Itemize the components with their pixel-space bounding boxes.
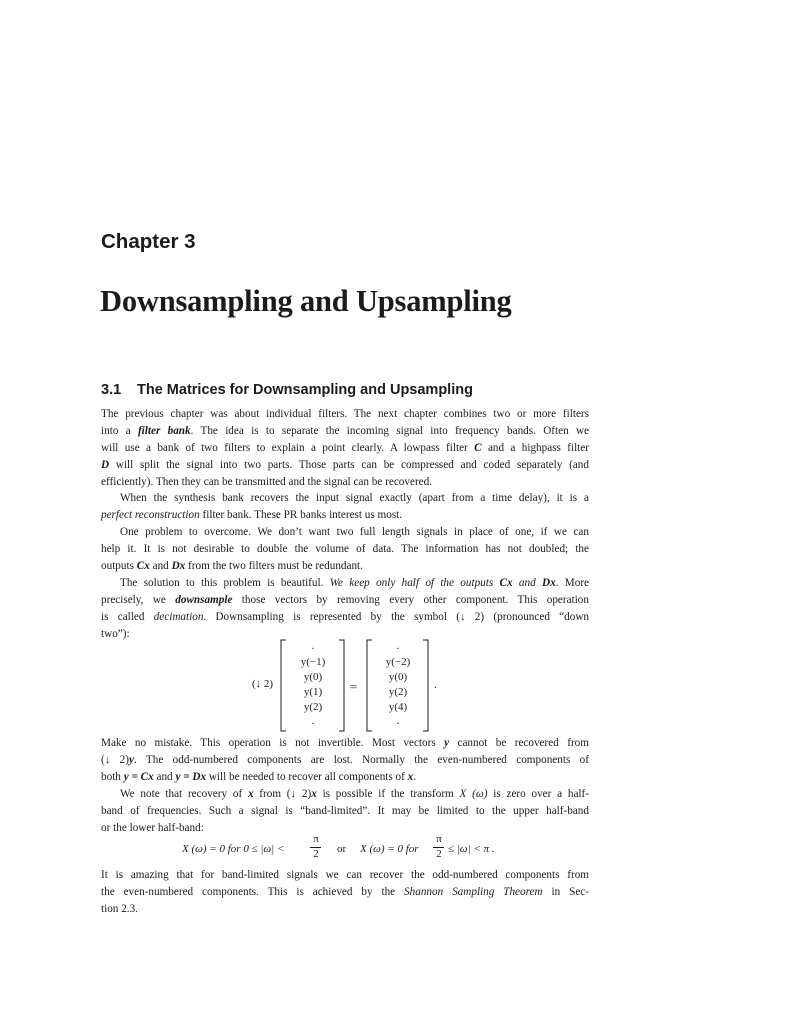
paragraph-1-line-4 bbox=[101, 457, 589, 474]
text-run: filter bank. These PR banks interest us most. bbox=[199, 509, 403, 521]
text-run: and bbox=[149, 560, 172, 572]
text-run: The solution to this problem is beautiful. bbox=[120, 577, 330, 589]
paragraph-3-line-1: One problem to overcome. We don’t want two full length signals in place of one, if we can bbox=[120, 526, 589, 538]
term-shannon-sampling-theorem: Shannon Sampling Theorem bbox=[404, 886, 543, 898]
symbol-C: C bbox=[474, 442, 482, 454]
paragraph-2-line-2 bbox=[101, 507, 589, 524]
text-run: is possible if the transform bbox=[316, 788, 460, 800]
symbol-x: x bbox=[311, 788, 317, 800]
left-entry: y(0) bbox=[303, 671, 323, 683]
text-run: is zero over a half- bbox=[487, 788, 589, 800]
emphasis-text: We keep only half of the outputs bbox=[329, 577, 500, 589]
fraction-pi-over-2 bbox=[309, 833, 323, 860]
paragraph-6-line-2: band of frequencies. Such a signal is “band-limited”. It may be limited to the upper half-band bbox=[101, 805, 589, 817]
left-entry: y(2) bbox=[303, 701, 323, 713]
equation-right-part-a: X (ω) = 0 for bbox=[360, 843, 419, 855]
symbol-y: y bbox=[444, 737, 450, 749]
paragraph-7-line-1: It is amazing that for band-limited signals we can recover the odd-numbered components from bbox=[101, 869, 589, 881]
right-entry: y(2) bbox=[388, 686, 408, 698]
left-entry-dots-top: . bbox=[311, 640, 315, 652]
symbol-Dx: Dx bbox=[542, 577, 556, 589]
equation-period: . bbox=[434, 679, 437, 691]
text-run: (↓ 2) bbox=[101, 754, 129, 766]
fraction-bar bbox=[433, 847, 444, 848]
right-entry-dots-bottom: . bbox=[396, 715, 400, 727]
equation-right-part-b: ≤ |ω| < π . bbox=[448, 843, 495, 855]
fraction-pi-over-2 bbox=[432, 833, 446, 860]
chapter-title: Downsampling and Upsampling bbox=[100, 284, 512, 318]
term-filter-bank: filter bank bbox=[137, 425, 191, 437]
text-run: outputs bbox=[101, 560, 137, 572]
text-run: and bbox=[512, 577, 542, 589]
symbol-Dx: Dx bbox=[171, 560, 186, 572]
term-decimation: decimation bbox=[153, 611, 204, 623]
term-perfect-reconstruction: perfect reconstruction bbox=[101, 509, 200, 521]
symbol-Cx: Cx bbox=[136, 560, 150, 572]
text-run: from (↓ 2) bbox=[253, 788, 312, 800]
equation-y-Dx: y = Dx bbox=[175, 771, 207, 783]
paragraph-6-line-3: or the lower half-band: bbox=[101, 822, 204, 834]
left-entry: y(−1) bbox=[300, 656, 326, 668]
text-run: from the two filters must be redundant. bbox=[185, 560, 363, 572]
text-run: . More bbox=[555, 577, 590, 589]
paragraph-5-line-2 bbox=[101, 752, 589, 769]
symbol-D: D bbox=[101, 459, 110, 471]
text-run: precisely, we bbox=[101, 594, 176, 606]
text-run: . The odd-numbered components are lost. Normally the even-numbered components of bbox=[133, 754, 589, 766]
right-entry: y(0) bbox=[388, 671, 408, 683]
text-run: will split the signal into two parts. Those parts can be compressed and coded separately (and bbox=[109, 459, 589, 471]
paragraph-3-line-2: help it. It is not desirable to double the volume of data. The information has not doubled; the bbox=[101, 543, 589, 555]
paragraph-7-line-2 bbox=[101, 884, 589, 901]
text-run: and bbox=[153, 771, 176, 783]
text-run: Make no mistake. This operation is not invertible. Most vectors bbox=[101, 737, 445, 749]
paragraph-4-line-2 bbox=[101, 592, 589, 609]
paragraph-4-line-3 bbox=[101, 609, 589, 626]
text-run: into a bbox=[101, 425, 138, 437]
right-entry: y(4) bbox=[388, 701, 408, 713]
text-run: both bbox=[101, 771, 124, 783]
left-entry-dots-bottom: . bbox=[311, 715, 315, 727]
text-run: . Downsampling is represented by the symbol (↓ 2) (pronounced “down bbox=[203, 611, 590, 623]
term-downsample: downsample bbox=[175, 594, 233, 606]
text-run: . The idea is to separate the incoming signal into frequency bands. Often we bbox=[190, 425, 590, 437]
paragraph-7-line-3: tion 2.3. bbox=[101, 903, 138, 915]
text-run: will use a bank of two filters to explain a point clearly. A lowpass filter bbox=[101, 442, 475, 454]
downsample-operator: (↓ 2) bbox=[252, 678, 274, 690]
paragraph-4-line-1 bbox=[120, 575, 589, 592]
fraction-bar bbox=[310, 847, 321, 848]
paragraph-1-line-5: efficiently). Then they can be transmitted and the signal can be recovered. bbox=[101, 476, 433, 488]
paragraph-5-line-1 bbox=[101, 735, 589, 752]
symbol-y: y bbox=[129, 754, 134, 766]
paragraph-1-line-3 bbox=[101, 440, 589, 457]
section-heading bbox=[101, 382, 473, 398]
text-run: those vectors by removing every other component. This operation bbox=[232, 594, 589, 606]
chapter-label: Chapter 3 bbox=[101, 230, 196, 253]
text-run: the even-numbered components. This is achieved by the bbox=[101, 886, 405, 898]
equation-left-part: X (ω) = 0 for 0 ≤ |ω| < bbox=[182, 843, 285, 855]
symbol-x: x bbox=[247, 788, 254, 800]
fraction-denominator: 2 bbox=[436, 848, 442, 860]
right-entry-dots-top: . bbox=[396, 640, 400, 652]
section-number: 3.1 bbox=[101, 382, 122, 398]
paragraph-6-line-1 bbox=[120, 786, 589, 803]
fraction-denominator: 2 bbox=[313, 848, 319, 860]
right-entry: y(−2) bbox=[385, 656, 411, 668]
paragraph-3-line-3 bbox=[101, 558, 589, 575]
text-run: . bbox=[413, 771, 417, 783]
fraction-numerator: π bbox=[436, 833, 442, 845]
text-run: in Sec- bbox=[542, 886, 589, 898]
text-run: will be needed to recover all components of bbox=[206, 771, 408, 783]
equation-or: or bbox=[337, 843, 347, 855]
equals-sign: = bbox=[350, 679, 358, 694]
paragraph-4-line-4: two”): bbox=[101, 628, 130, 640]
paragraph-2-line-1: When the synthesis bank recovers the input signal exactly (apart from a time delay), it is a bbox=[120, 492, 589, 504]
text-run: We note that recovery of bbox=[120, 788, 248, 800]
text-run: cannot be recovered from bbox=[449, 737, 589, 749]
paragraph-1-line-2 bbox=[101, 423, 589, 440]
text-run: and a highpass filter bbox=[481, 442, 589, 454]
text-run: is called bbox=[101, 611, 154, 623]
symbol-Cx: Cx bbox=[499, 577, 513, 589]
symbol-X-omega: X (ω) bbox=[459, 788, 488, 800]
paragraph-1-line-1: The previous chapter was about individual filters. The next chapter combines two or more filters bbox=[101, 408, 589, 420]
paragraph-5-line-3 bbox=[101, 769, 589, 786]
equation-y-Cx: y = Cx bbox=[123, 771, 154, 783]
section-title: The Matrices for Downsampling and Upsampling bbox=[137, 382, 473, 398]
fraction-numerator: π bbox=[313, 833, 319, 845]
left-entry: y(1) bbox=[303, 686, 323, 698]
symbol-x: x bbox=[407, 771, 414, 783]
